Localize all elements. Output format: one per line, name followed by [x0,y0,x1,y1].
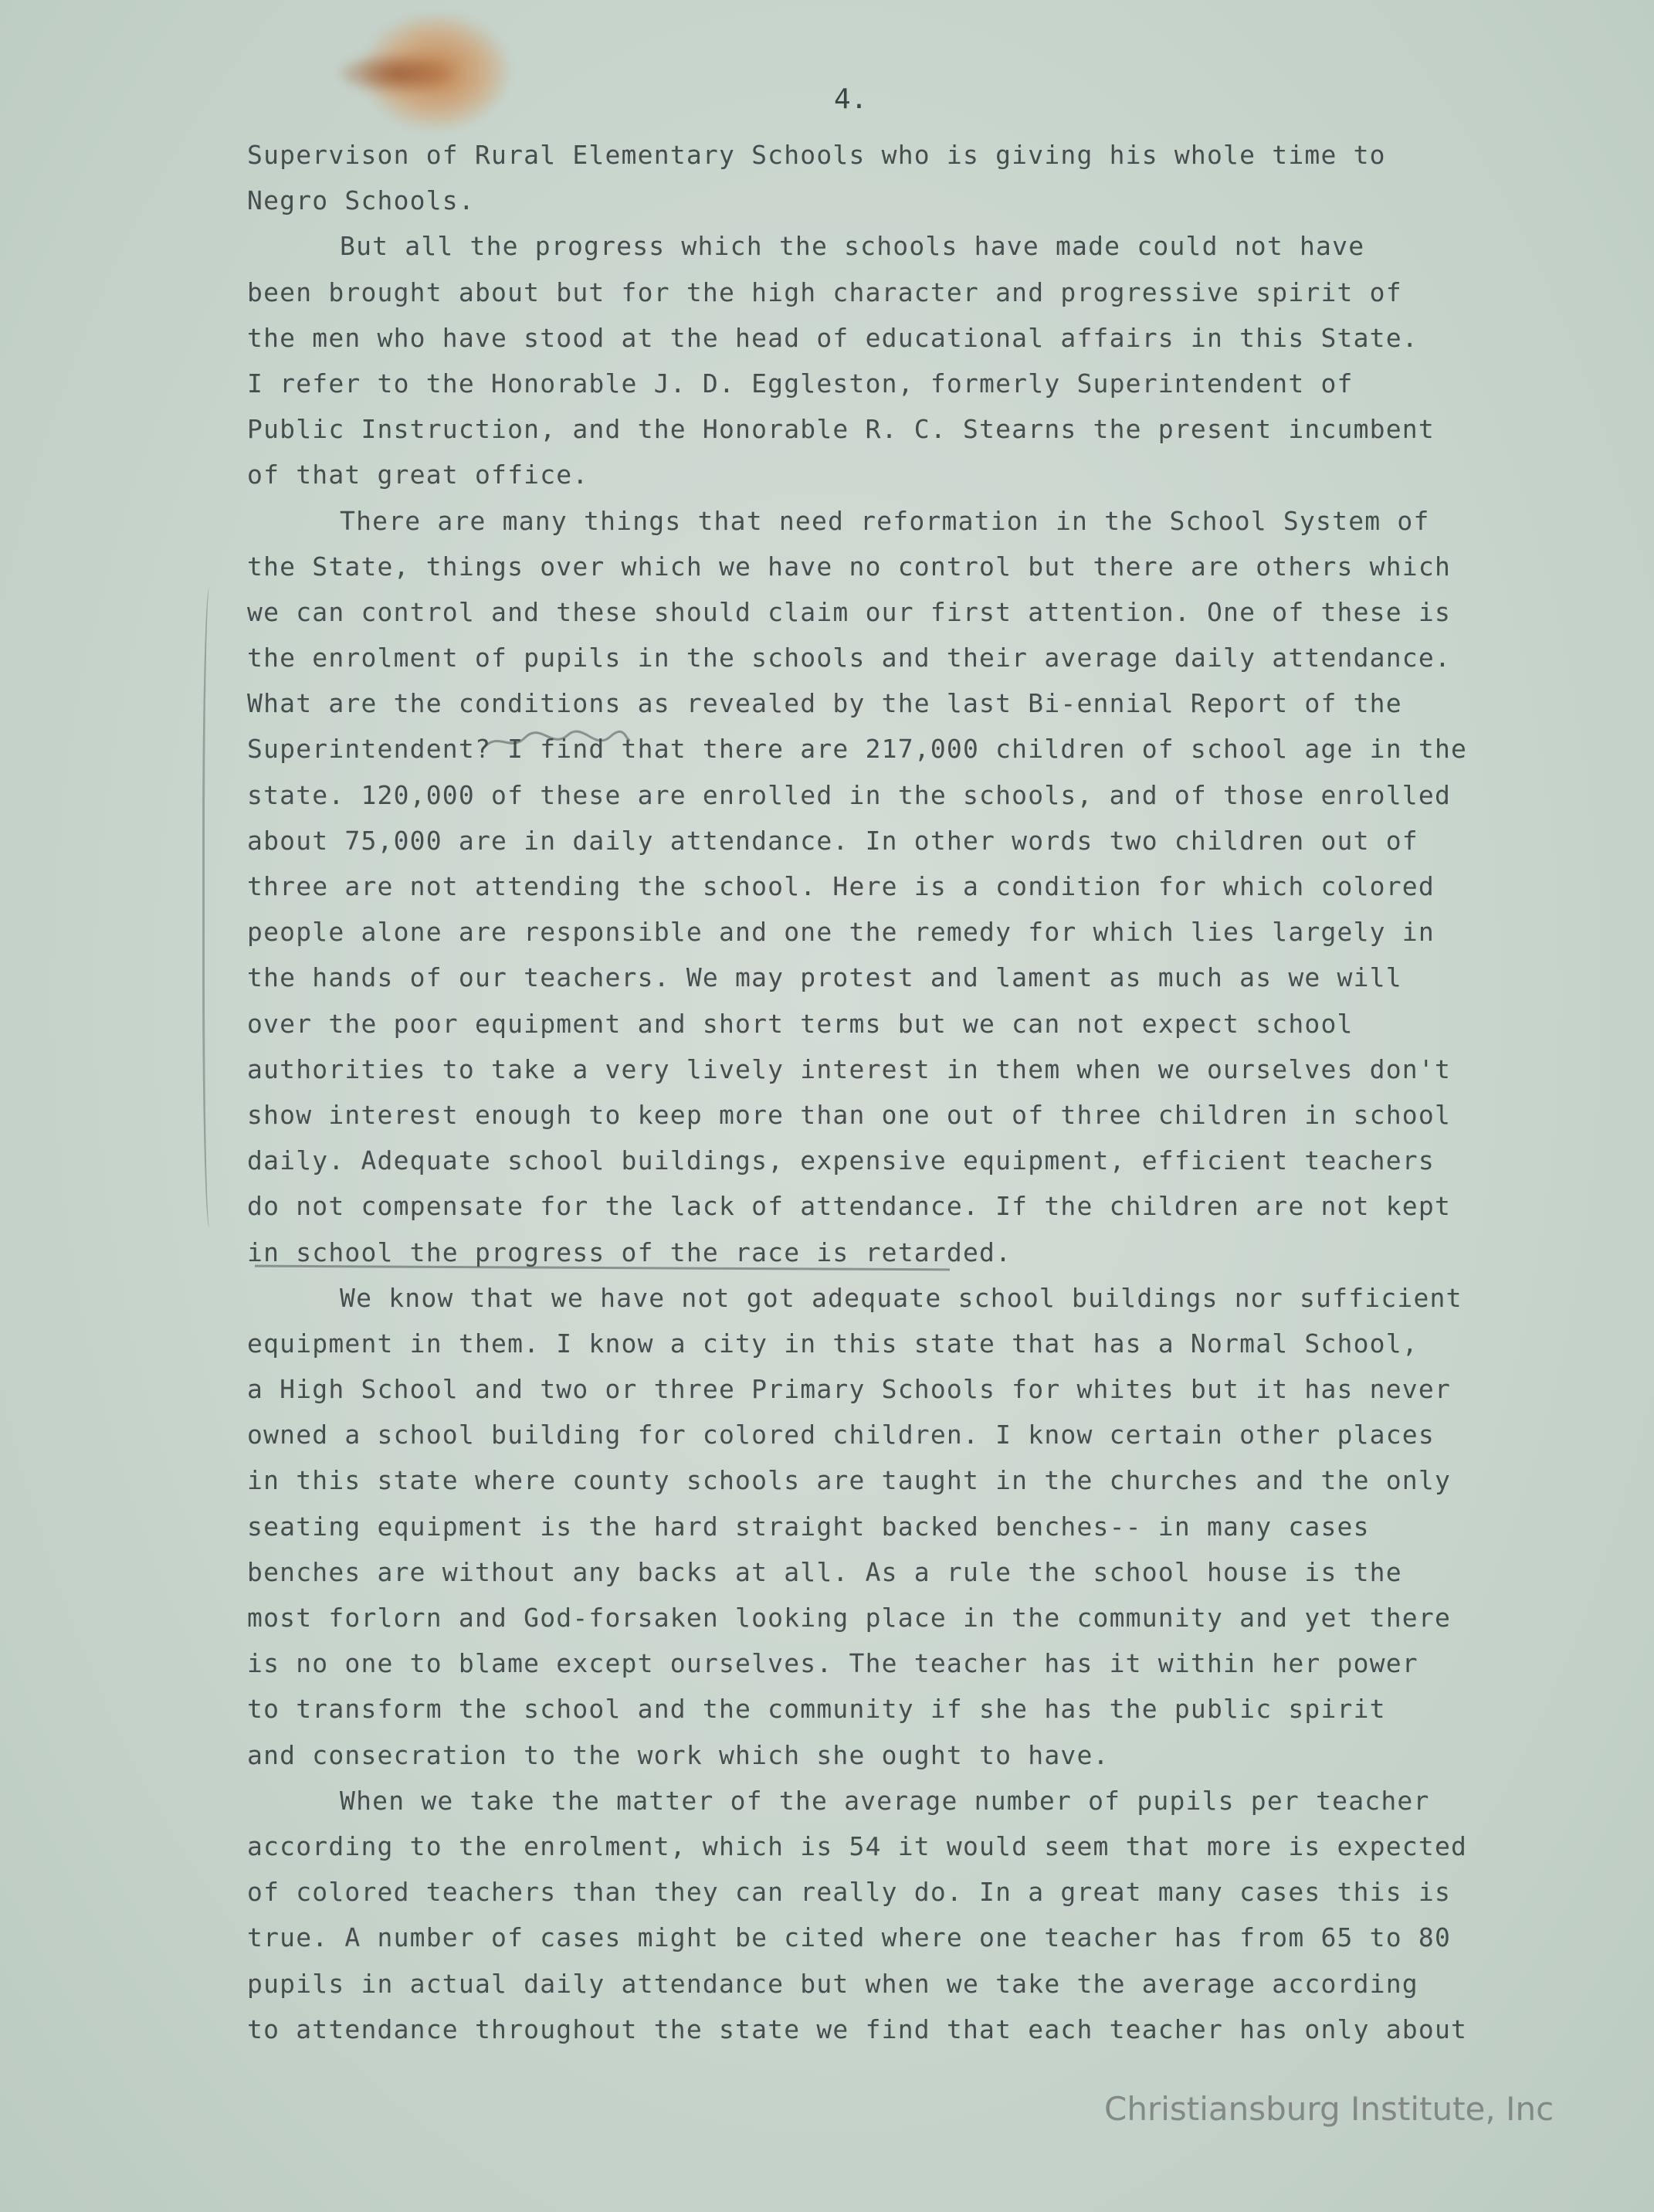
text-line: But all the progress which the schools have made could not have [340,231,1365,262]
text-line: We know that we have not got adequate school buildings nor sufficient [340,1282,1463,1313]
text-line: benches are without any backs at all. As a rule the school house is the [247,1556,1402,1587]
text-line: I refer to the Honorable J. D. Eggleston, formerly Superintendent of [247,368,1354,399]
text-line: equipment in them. I know a city in this state that has a Normal School, [247,1328,1418,1359]
text-line: been brought about but for the high character and progressive spirit of [247,276,1402,307]
text-line: the men who have stood at the head of educational affairs in this State. [247,322,1418,353]
text-line: we can control and these should claim our first attention. One of these is [247,596,1452,627]
text-line: the hands of our teachers. We may protest and lament as much as we will [247,962,1402,993]
text-line: owned a school building for colored children. I know certain other places [247,1420,1435,1450]
text-line: Supervison of Rural Elementary Schools who is giving his whole time to [247,140,1386,170]
typed-body-text [247,132,1637,2052]
text-line: Public Instruction, and the Honorable R. C. Stearns the present incumbent [247,414,1435,445]
text-line: to transform the school and the community if she has the public spirit [247,1694,1386,1725]
text-line: Superintendent? I find that there are 217,000 children of school age in the [247,734,1468,765]
text-line: pupils in actual daily attendance but when we take the average according [247,1968,1418,1999]
text-line: is no one to blame except ourselves. The teacher has it within her power [247,1648,1418,1679]
text-line: a High School and two or three Primary Schools for whites but it has never [247,1374,1452,1405]
text-line: state. 120,000 of these are enrolled in the schools, and of those enrolled [247,779,1452,810]
page-number: 4. [834,83,868,115]
text-line: show interest enough to keep more than one out of three children in school [247,1099,1452,1130]
text-line: and consecration to the work which she ought to have. [247,1739,1110,1770]
text-line: in this state where county schools are taught in the churches and the only [247,1465,1452,1496]
text-line: true. A number of cases might be cited where one teacher has from 65 to 80 [247,1922,1452,1953]
text-line: What are the conditions as revealed by the last Bi-ennial Report of the [247,688,1402,719]
text-line: When we take the matter of the average number of pupils per teacher [340,1785,1430,1816]
text-line: Negro Schools. [247,185,475,216]
text-line: seating equipment is the hard straight backed benches-- in many cases [247,1511,1370,1542]
text-line: to attendance throughout the state we find that each teacher has only about [247,2014,1468,2044]
text-line: the State, things over which we have no control but there are others which [247,551,1452,582]
text-line: most forlorn and God-forsaken looking place in the community and yet there [247,1603,1452,1633]
text-line: the enrolment of pupils in the schools and their average daily attendance. [247,643,1452,673]
text-line: of colored teachers than they can really do. In a great many cases this is [247,1877,1452,1908]
text-line: There are many things that need reformation in the School System of [340,505,1430,536]
text-line: people alone are responsible and one the remedy for which lies largely in [247,917,1435,948]
text-line: in school the progress of the race is retarded. [247,1237,1012,1267]
text-line: do not compensate for the lack of attendance. If the children are not kept [247,1191,1452,1222]
text-line: according to the enrolment, which is 54 it would seem that more is expected [247,1830,1468,1861]
watermark-text: Christiansburg Institute, Inc [1104,2090,1554,2128]
text-line: authorities to take a very lively interest in them when we ourselves don't [247,1053,1452,1084]
text-line: about 75,000 are in daily attendance. In other words two children out of [247,825,1418,856]
text-line: daily. Adequate school buildings, expensive equipment, efficient teachers [247,1145,1435,1176]
margin-bracket-mark [202,587,220,1228]
rust-stain-core [340,54,456,93]
text-line: three are not attending the school. Here is a condition for which colored [247,871,1435,901]
text-line: over the poor equipment and short terms but we can not expect school [247,1008,1354,1039]
text-line: of that great office. [247,460,589,490]
